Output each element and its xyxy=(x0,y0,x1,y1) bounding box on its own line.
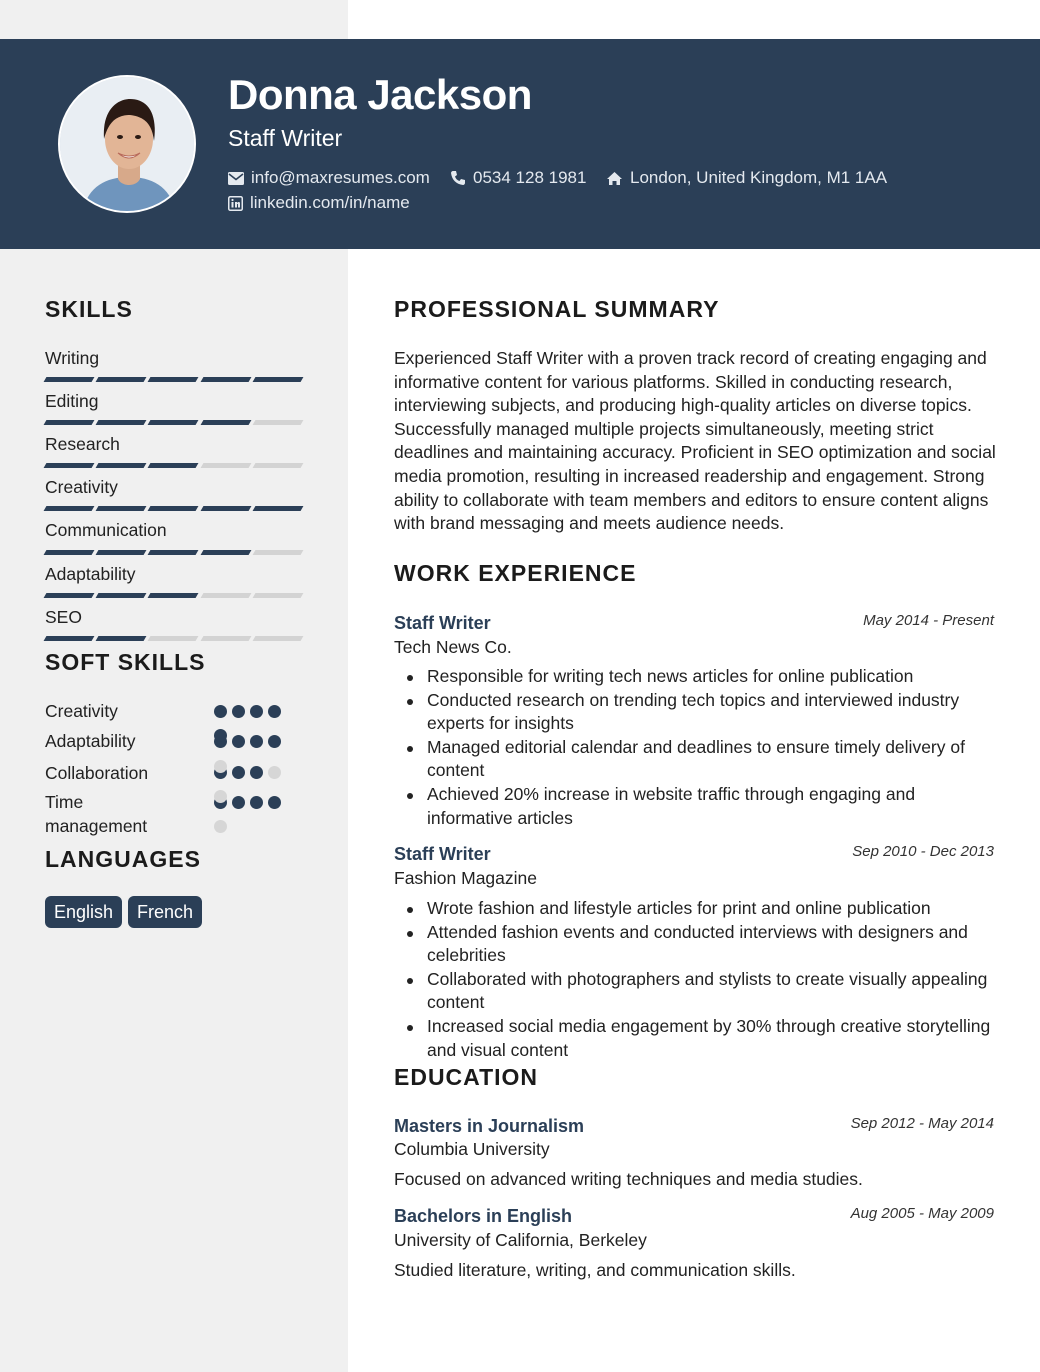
skill-meter-segment xyxy=(44,636,95,641)
rating-dot xyxy=(268,735,281,748)
rating-dot xyxy=(232,705,245,718)
company-name: Tech News Co. xyxy=(394,637,512,657)
job-bullet: Responsible for writing tech news articles for online publication xyxy=(394,665,1004,689)
avatar-portrait-icon xyxy=(60,77,196,213)
skill-meter-segment xyxy=(96,593,147,598)
candidate-role: Staff Writer xyxy=(228,125,343,151)
skill-meter-segment xyxy=(148,377,199,382)
job-bullet: Conducted research on trending tech topics and interviewed industry experts for insights xyxy=(394,689,1004,736)
rating-dot xyxy=(250,735,263,748)
skill-meter-segment xyxy=(252,636,303,641)
skill-label: Editing xyxy=(45,391,99,411)
job-title: Staff Writer xyxy=(394,613,491,633)
resume-header xyxy=(0,39,1040,249)
skill-meter-segment xyxy=(148,550,199,555)
envelope-icon xyxy=(228,172,244,185)
skill-meter-segment xyxy=(252,463,303,468)
skill-meter-segment xyxy=(252,593,303,598)
skill-label: Adaptability xyxy=(45,564,136,584)
candidate-name: Donna Jackson xyxy=(228,71,532,118)
summary-heading: PROFESSIONAL SUMMARY xyxy=(394,296,720,322)
rating-dot xyxy=(232,735,245,748)
rating-dot xyxy=(232,766,245,779)
rating-dot xyxy=(232,796,245,809)
languages-heading: LANGUAGES xyxy=(45,846,201,872)
skill-meter-segment xyxy=(44,377,95,382)
soft-skill-rating xyxy=(214,705,281,718)
education-description: Studied literature, writing, and communication skills. xyxy=(394,1260,796,1280)
skill-meter-segment xyxy=(96,377,147,382)
skill-meter-segment xyxy=(148,463,199,468)
location-text: London, United Kingdom, M1 1AA xyxy=(630,168,888,187)
soft-skills-heading: SOFT SKILLS xyxy=(45,649,206,675)
rating-dot xyxy=(250,796,263,809)
skill-label: Research xyxy=(45,434,120,454)
skill-meter xyxy=(45,377,302,382)
skill-label: Creativity xyxy=(45,477,118,497)
skill-meter-segment xyxy=(200,636,251,641)
language-tag-english: English xyxy=(45,896,122,928)
rating-dot xyxy=(250,766,263,779)
language-tags xyxy=(45,896,202,928)
skill-meter-segment xyxy=(200,550,251,555)
skill-meter-segment xyxy=(96,506,147,511)
rating-dot-artifact xyxy=(214,760,227,773)
job-bullet: Attended fashion events and conducted interviews with designers and celebrities xyxy=(394,921,1004,968)
skill-meter-segment xyxy=(252,420,303,425)
rating-dot xyxy=(250,705,263,718)
skill-meter xyxy=(45,506,302,511)
skill-meter xyxy=(45,636,302,641)
rating-dot-artifact xyxy=(214,820,227,833)
rating-dot-artifact xyxy=(214,790,227,803)
rating-dot xyxy=(214,705,227,718)
job-bullet: Wrote fashion and lifestyle articles for print and online publication xyxy=(394,897,1004,921)
skill-meter-segment xyxy=(200,420,251,425)
job-bullet: Achieved 20% increase in website traffic through engaging and informative articles xyxy=(394,783,1004,830)
skills-heading: SKILLS xyxy=(45,296,133,322)
skill-label: Communication xyxy=(45,520,167,540)
soft-skill-label: Time management xyxy=(45,792,148,836)
skill-meter-segment xyxy=(200,377,251,382)
soft-skill-label: Collaboration xyxy=(45,763,149,783)
skill-meter-segment xyxy=(148,420,199,425)
rating-dot xyxy=(268,796,281,809)
linkedin-text: linkedin.com/in/name xyxy=(250,193,410,212)
skill-meter-segment xyxy=(148,636,199,641)
skill-meter-segment xyxy=(44,420,95,425)
skill-meter-segment xyxy=(252,377,303,382)
degree-title: Masters in Journalism xyxy=(394,1116,585,1136)
education-heading: EDUCATION xyxy=(394,1064,539,1090)
summary-text: Experienced Staff Writer with a proven track record of creating engaging and informative content for various platforms. Skilled in conducting research, interviewing subjects, and producing high-quality articles on diverse topics. Successfully managed multiple projects simultaneously, meeting strict deadlines and maintaining accuracy. Proficient in SEO optimization and social media promotion, resulting in increased readership and engagement. Strong ability to collaborate with team members and editors to ensure content aligns with brand messaging and meets audience needs. xyxy=(394,348,996,534)
skill-meter-segment xyxy=(44,550,95,555)
rating-dot xyxy=(268,705,281,718)
home-icon xyxy=(606,171,623,186)
skill-meter xyxy=(45,550,302,555)
contact-email[interactable] xyxy=(228,168,430,188)
education-dates: Aug 2005 - May 2009 xyxy=(850,1205,994,1222)
linkedin-icon xyxy=(228,196,243,211)
job-bullets xyxy=(394,897,1004,1062)
skill-meter-segment xyxy=(252,550,303,555)
phone-text: 0534 128 1981 xyxy=(473,168,587,187)
avatar xyxy=(58,75,196,213)
skill-meter xyxy=(45,420,302,425)
skill-meter-segment xyxy=(200,506,251,511)
school-name: University of California, Berkeley xyxy=(394,1230,647,1250)
job-dates: Sep 2010 - Dec 2013 xyxy=(852,843,994,860)
skill-meter-segment xyxy=(44,463,95,468)
job-dates: May 2014 - Present xyxy=(863,612,994,629)
skill-label: SEO xyxy=(45,607,82,627)
job-title: Staff Writer xyxy=(394,844,491,864)
email-text: info@maxresumes.com xyxy=(251,168,430,187)
skill-meter-segment xyxy=(44,593,95,598)
rating-dot xyxy=(268,766,281,779)
skill-meter-segment xyxy=(96,463,147,468)
job-bullet: Collaborated with photographers and stylists to create visually appealing content xyxy=(394,968,1004,1015)
skill-meter-segment xyxy=(96,636,147,641)
soft-skill-label: Adaptability xyxy=(45,731,136,751)
degree-title: Bachelors in English xyxy=(394,1206,573,1226)
skill-meter xyxy=(45,463,302,468)
company-name: Fashion Magazine xyxy=(394,868,537,888)
rating-dot-artifact xyxy=(214,729,227,742)
education-dates: Sep 2012 - May 2014 xyxy=(850,1115,994,1132)
job-bullets xyxy=(394,665,1004,830)
skill-meter-segment xyxy=(96,550,147,555)
skill-meter-segment xyxy=(44,506,95,511)
soft-skill-label: Creativity xyxy=(45,701,118,721)
job-bullet: Managed editorial calendar and deadlines to ensure timely delivery of content xyxy=(394,736,1004,783)
skill-meter-segment xyxy=(252,506,303,511)
experience-heading: WORK EXPERIENCE xyxy=(394,560,637,586)
skill-meter-segment xyxy=(200,463,251,468)
job-bullet: Increased social media engagement by 30% through creative storytelling and visual content xyxy=(394,1015,1004,1062)
phone-icon xyxy=(450,170,466,186)
contact-linkedin[interactable] xyxy=(228,193,410,213)
skill-meter-segment xyxy=(148,506,199,511)
school-name: Columbia University xyxy=(394,1139,550,1159)
contact-location xyxy=(606,168,887,188)
skill-meter-segment xyxy=(200,593,251,598)
education-description: Focused on advanced writing techniques and media studies. xyxy=(394,1169,863,1189)
skill-label: Writing xyxy=(45,348,100,368)
language-tag-french: French xyxy=(128,896,202,928)
contact-phone[interactable] xyxy=(450,168,586,188)
skill-meter-segment xyxy=(96,420,147,425)
skill-meter xyxy=(45,593,302,598)
skill-meter-segment xyxy=(148,593,199,598)
